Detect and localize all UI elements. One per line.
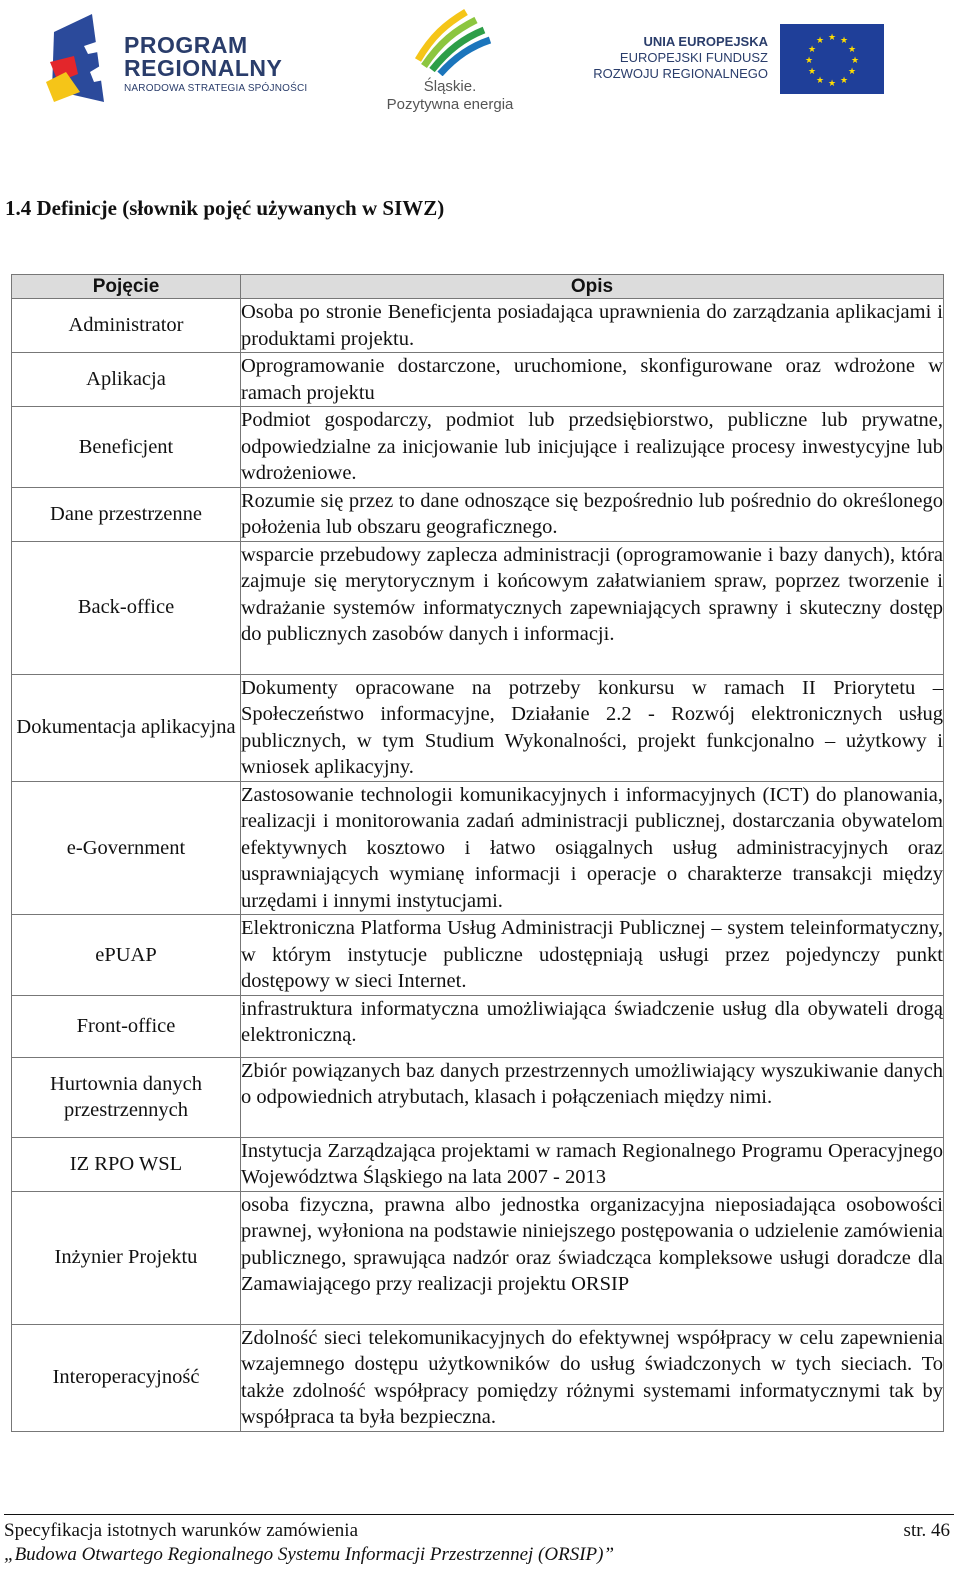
term-cell: Hurtownia danych przestrzennych xyxy=(12,1057,241,1137)
table-row xyxy=(12,407,944,488)
slaskie-logo-slogan: Pozytywna energia xyxy=(386,96,514,113)
footer-project-name: „Budowa Otwartego Regionalnego Systemu Informacji Przestrzennej (ORSIP)” xyxy=(4,1544,615,1565)
term-cell: Beneficjent xyxy=(12,407,241,488)
footer-divider xyxy=(4,1514,954,1515)
program-logo-line3: NARODOWA STRATEGIA SPÓJNOŚCI xyxy=(124,83,308,94)
term-cell: ePUAP xyxy=(12,915,241,996)
term-column-header: Pojęcie xyxy=(12,275,241,299)
table-row xyxy=(12,299,944,353)
footer-page-number: str. 46 xyxy=(903,1520,950,1541)
term-cell: Dane przestrzenne xyxy=(12,487,241,541)
svg-text:★: ★ xyxy=(847,45,857,55)
svg-text:★: ★ xyxy=(807,67,817,77)
description-cell: Elektroniczna Platforma Usług Administracji Publicznej – system teleinformatyczny, w którym instytucje publiczne udostępniają usługi przez pojedynczy punkt dostępowy w sieci Internet. xyxy=(241,915,944,996)
description-cell: Podmiot gospodarczy, podmiot lub przedsiębiorstwo, publiczne lub prywatne, odpowiedzialne za inicjowanie lub inicjujące i realizujące procesy inwestycyjne lub wdrożeniowe. xyxy=(241,407,944,488)
svg-text:★: ★ xyxy=(827,33,837,43)
svg-text:★: ★ xyxy=(839,76,849,86)
table-row xyxy=(12,674,944,781)
definitions-table xyxy=(11,274,944,1432)
program-regionalny-emblem-icon xyxy=(44,12,120,104)
program-logo-line1: PROGRAM xyxy=(124,32,248,58)
description-cell: Rozumie się przez to dane odnoszące się bezpośrednio lub pośrednio do określonego położenia lub obszaru geograficznego. xyxy=(241,487,944,541)
description-cell: Zastosowanie technologii komunikacyjnych i informacyjnych (ICT) do planowania, realizacji i monitorowania zadań administracji publicznej, dostarczania obywatelom efektywnych kosztowo i łatwo osiągalnych usług administracyjnych oraz usprawniających wymianę informacji i operacje o charakterze transakcji między urzędami i innymi instytucjami. xyxy=(241,781,944,915)
svg-text:★: ★ xyxy=(827,79,837,89)
program-regionalny-logo xyxy=(44,12,334,108)
svg-text:★: ★ xyxy=(804,56,814,66)
term-cell: Back-office xyxy=(12,541,241,674)
description-cell: Osoba po stronie Beneficjenta posiadająca uprawnienia do zarządzania aplikacjami i produktami projektu. xyxy=(241,299,944,353)
description-column-header: Opis xyxy=(241,275,944,299)
table-header-row xyxy=(12,275,944,299)
svg-text:★: ★ xyxy=(815,36,825,46)
term-cell: Inżynier Projektu xyxy=(12,1191,241,1324)
description-cell: Dokumenty opracowane na potrzeby konkursu w ramach II Priorytetu – Społeczeństwo informacyjne, Działanie 2.2 - Rozwój elektronicznych usług publicznych, w tym Studium Wykonalności, projekt funkcjonalno – użytkowy i wniosek aplikacyjny. xyxy=(241,674,944,781)
table-row xyxy=(12,781,944,915)
table-row xyxy=(12,915,944,996)
term-cell: Administrator xyxy=(12,299,241,353)
slaskie-logo xyxy=(380,6,520,116)
term-cell: Aplikacja xyxy=(12,353,241,407)
description-cell: osoba fizyczna, prawna albo jednostka organizacyjna nieposiadająca osobowości prawnej, wyłoniona na podstawie niniejszego postępowania o udzielenie zamówienia publicznego, sprawująca nadzór oraz świadcząca kompleksowe usługi doradcze dla Zamawiającego przy realizacji projektu ORSIP xyxy=(241,1191,944,1324)
program-logo-line2: REGIONALNY xyxy=(124,55,283,81)
term-cell: Interoperacyjność xyxy=(12,1324,241,1431)
eu-logo-line2: EUROPEJSKI FUNDUSZ xyxy=(619,50,768,65)
svg-text:★: ★ xyxy=(815,76,825,86)
footer-document-name: Specyfikacja istotnych warunków zamówienia xyxy=(4,1520,359,1541)
slaskie-waves-icon xyxy=(380,6,520,76)
term-cell: IZ RPO WSL xyxy=(12,1137,241,1191)
table-row xyxy=(12,1324,944,1431)
eu-logo xyxy=(588,24,888,96)
eu-logo-line3: ROZWOJU REGIONALNEGO xyxy=(593,66,768,81)
eu-logo-line1: UNIA EUROPEJSKA xyxy=(643,34,768,49)
section-title: 1.4 Definicje (słownik pojęć używanych w SIWZ) xyxy=(5,196,445,220)
page-header xyxy=(0,0,960,130)
term-cell: Front-office xyxy=(12,995,241,1057)
table-row xyxy=(12,1057,944,1137)
svg-text:★: ★ xyxy=(839,36,849,46)
description-cell: Oprogramowanie dostarczone, uruchomione, skonfigurowane oraz wdrożone w ramach projektu xyxy=(241,353,944,407)
description-cell: wsparcie przebudowy zaplecza administracji (oprogramowanie i bazy danych), która zajmuje się merytorycznym i końcowym załatwianiem spraw, poprzez tworzenie i wdrażanie systemów informatycznych zapewniających sprawny i skuteczny dostęp do publicznych zasobów danych i informacji. xyxy=(241,541,944,674)
svg-text:★: ★ xyxy=(847,67,857,77)
description-cell: Instytucja Zarządzająca projektami w ramach Regionalnego Programu Operacyjnego Województwa Śląskiego na lata 2007 - 2013 xyxy=(241,1137,944,1191)
term-cell: Dokumentacja aplikacyjna xyxy=(12,674,241,781)
eu-flag-icon xyxy=(780,24,884,94)
table-row xyxy=(12,541,944,674)
term-cell: e-Government xyxy=(12,781,241,915)
table-row xyxy=(12,1191,944,1324)
table-row xyxy=(12,1137,944,1191)
table-row xyxy=(12,353,944,407)
description-cell: Zdolność sieci telekomunikacyjnych do efektywnej współpracy w celu zapewnienia wzajemnego dostępu użytkowników do usług świadczonych w tych sieciach. To także zdolność współpracy pomiędzy różnymi systemami informatycznymi tak by współpraca ta była bezpieczna. xyxy=(241,1324,944,1431)
svg-text:★: ★ xyxy=(850,56,860,66)
description-cell: infrastruktura informatyczna umożliwiająca świadczenie usług dla obywateli drogą elektroniczną. xyxy=(241,995,944,1057)
description-cell: Zbiór powiązanych baz danych przestrzennych umożliwiający wyszukiwanie danych o odpowiednich atrybutach, klasach i połączeniach między nimi. xyxy=(241,1057,944,1137)
table-row xyxy=(12,487,944,541)
table-row xyxy=(12,995,944,1057)
svg-text:★: ★ xyxy=(807,45,817,55)
slaskie-logo-name: Śląskie. xyxy=(423,78,477,95)
